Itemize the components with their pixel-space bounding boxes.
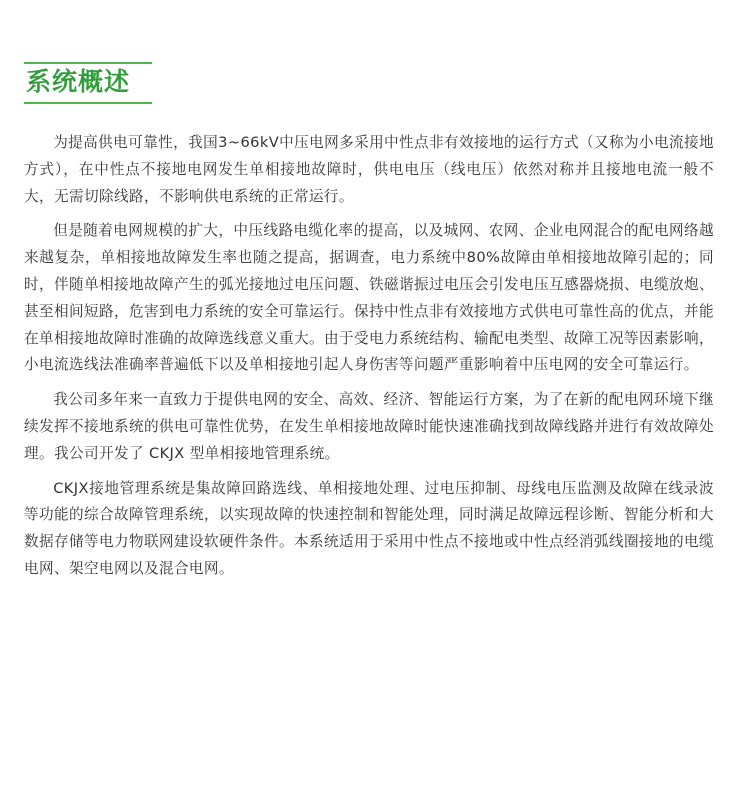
paragraph-ckjx-system: CKJX接地管理系统是集故障回路选线、单相接地处理、过电压抑制、母线电压监测及故障在线录波等功能的综合故障管理系统，以实现故障的快速控制和智能处理，同时满足故障远程诊断、智能分析和大数据存储等电力物联网建设软硬件条件。本系统适用于采用中性点不接地或中性点经消弧线圈接地的电缆电网、架空电网以及混合电网。 — [24, 479, 714, 577]
paragraph-grounding-problems: 但是随着电网规模的扩大，中压线路电缆化率的提高，以及城网、农网、企业电网混合的配电网络越来越复杂，单相接地故障发生率也随之提高，据调查，电力系统中80%故障由单相接地故障引起的；同时，伴随单相接地故障产生的弧光接地过电压问题、铁磁谐振过电压会引发电压互感器烧损、电缆放炮、甚至相间短路，危害到电力系统的安全可靠运行。保持中性点非有效接地方式供电可靠性高的优点，并能在单相接地故障时准确的故障选线意义重大。由于受电力系统结构、输配电类型、故障工况等因素影响，小电流选线法准确率普遍低下以及单相接地引起人身伤害等问题严重影响着中压电网的安全可靠运行。 — [24, 222, 714, 374]
section-title: 系统概述 — [26, 67, 131, 96]
title-bottom-rule — [24, 102, 152, 104]
overview-body — [24, 130, 714, 591]
paragraph-company-commitment: 我公司多年来一直致力于提供电网的安全、高效、经济、智能运行方案，为了在新的配电网环境下继续发挥不接地系统的供电可靠性优势，在发生单相接地故障时能快速准确找到故障线路并进行有效故障处理。我公司开发了 CKJX 型单相接地管理系统。 — [24, 391, 714, 462]
title-top-rule — [24, 62, 152, 64]
section-header — [24, 62, 152, 104]
paragraph-voltage-background: 为提高供电可靠性，我国3~66kV中压电网多采用中性点非有效接地的运行方式（又称为小电流接地方式），在中性点不接地电网发生单相接地故障时，供电电压（线电压）依然对称并且接地电流一般不大，无需切除线路，不影响供电系统的正常运行。 — [24, 134, 714, 205]
